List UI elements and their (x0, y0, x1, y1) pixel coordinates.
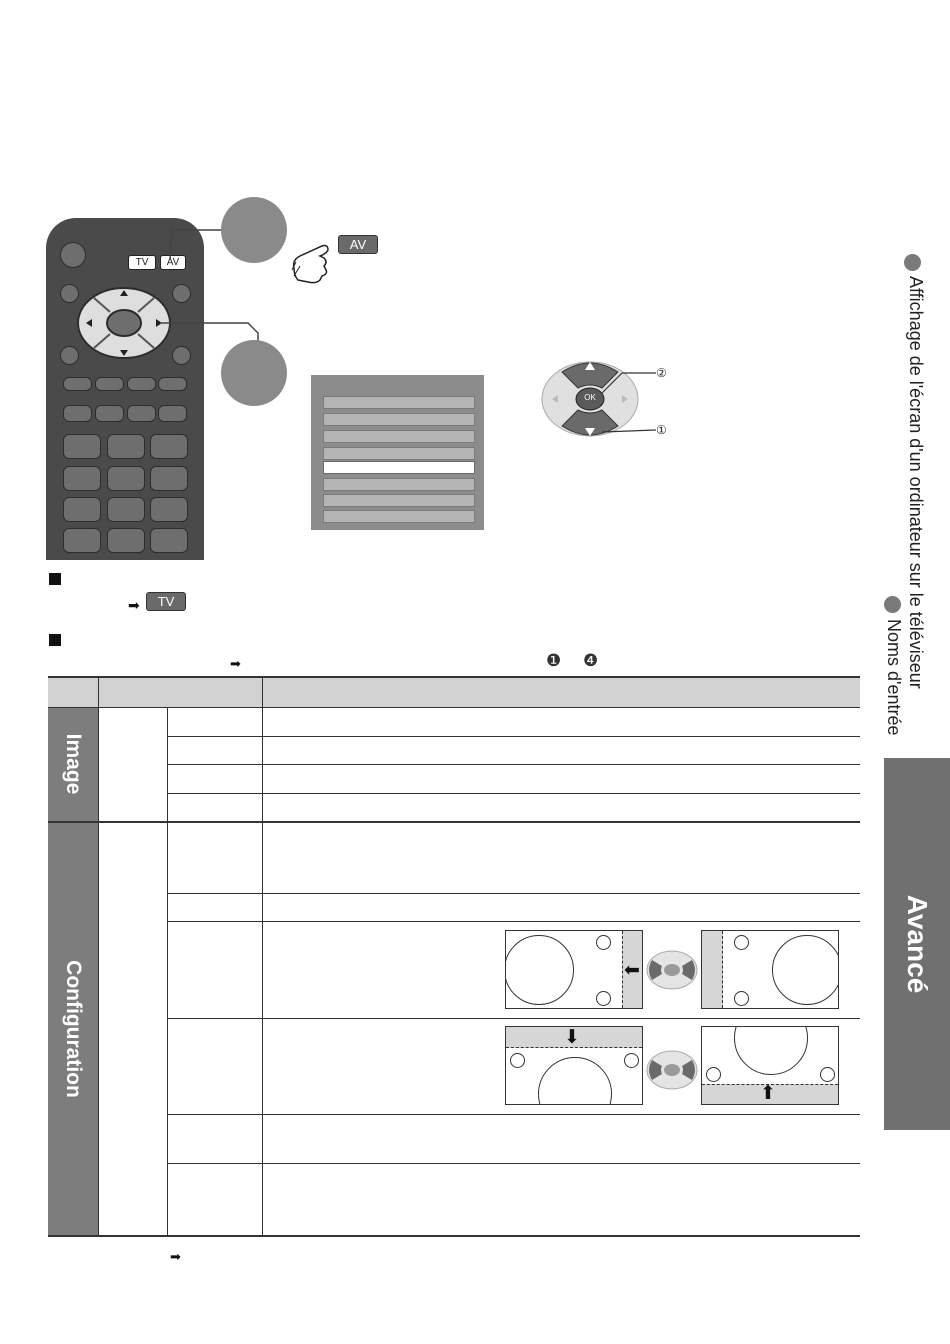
table-rule (98, 677, 99, 707)
number-button[interactable] (63, 434, 101, 459)
table-rule (167, 793, 860, 794)
table-rule (48, 676, 860, 678)
number-button[interactable] (63, 497, 101, 522)
section-config-band (48, 823, 98, 1235)
section-tab[interactable] (884, 758, 950, 1130)
menu-item[interactable] (323, 494, 475, 507)
table-rule (167, 1018, 860, 1019)
table-rule (167, 1163, 860, 1164)
table-rule (48, 1235, 860, 1237)
table-rule (167, 764, 860, 765)
section-image-label: Image (62, 733, 85, 795)
number-button[interactable] (150, 466, 188, 491)
menu-item[interactable] (323, 478, 475, 491)
arrow-right-icon: ➡ (128, 597, 140, 613)
square-bullet-icon (49, 573, 61, 585)
side-heading-1: Affichage de l'écran d'un ordinateur sur le téléviseur (906, 276, 926, 689)
number-button[interactable] (150, 434, 188, 459)
color-button-yellow[interactable] (127, 377, 156, 391)
step-ref-from: ❶ (546, 651, 562, 670)
power-button[interactable] (60, 242, 86, 268)
number-button[interactable] (150, 528, 188, 553)
bullet-icon (884, 596, 901, 613)
step-ref-to: ❹ (583, 651, 599, 670)
ok-pad-icon (646, 1050, 698, 1090)
function-button[interactable] (95, 405, 124, 422)
av-key: AV (338, 235, 378, 254)
arrow-left-icon: ⬅ (624, 960, 640, 981)
color-button-green[interactable] (95, 377, 124, 391)
table-rule (48, 707, 860, 708)
table-rule (98, 707, 99, 1235)
av-button[interactable]: AV (160, 255, 186, 270)
number-button[interactable] (150, 497, 188, 522)
number-button[interactable] (107, 434, 145, 459)
function-button[interactable] (63, 405, 92, 422)
number-button[interactable] (63, 466, 101, 491)
function-button[interactable] (158, 405, 187, 422)
tv-button[interactable]: TV (128, 255, 156, 270)
number-button[interactable] (63, 528, 101, 553)
table-rule (167, 707, 168, 1235)
arrow-right-icon: ➡ (230, 656, 241, 671)
arrow-right-icon: ➡ (170, 1249, 181, 1264)
screen-diagram-right (701, 930, 839, 1009)
side-heading-2: Noms d'entrée (884, 619, 904, 736)
table-rule (48, 821, 860, 823)
tv-key: TV (146, 592, 186, 611)
cursor-pad[interactable] (76, 286, 172, 360)
step-1-circle (221, 197, 287, 263)
table-header (48, 677, 860, 707)
menu-item-selected[interactable] (323, 461, 475, 474)
screen-diagram-left (505, 930, 643, 1009)
menu-item[interactable] (323, 413, 475, 426)
menu-screen (311, 375, 484, 530)
step-marker-1: ① (656, 423, 667, 437)
menu-item[interactable] (323, 510, 475, 523)
ok-pad-icon (646, 950, 698, 990)
bullet-icon (904, 254, 921, 271)
pointing-hand-icon (290, 240, 342, 286)
step-marker-2: ② (656, 366, 667, 380)
menu-item[interactable] (323, 447, 475, 460)
section-tab-label: Avancé (902, 894, 933, 994)
color-button-red[interactable] (63, 377, 92, 391)
number-button[interactable] (107, 528, 145, 553)
step-2-circle (221, 340, 287, 406)
number-button[interactable] (107, 497, 145, 522)
arrow-down-icon: ⬇ (564, 1027, 580, 1048)
table-rule (167, 893, 860, 894)
table-rule (167, 1114, 860, 1115)
ok-label: OK (584, 393, 596, 402)
table-rule (167, 736, 860, 737)
number-button[interactable] (107, 466, 145, 491)
menu-item[interactable] (323, 430, 475, 443)
table-rule (167, 921, 860, 922)
table-rule (262, 677, 263, 1235)
section-image-band (48, 707, 98, 821)
square-bullet-icon (49, 634, 61, 646)
section-config-label: Configuration (62, 960, 85, 1098)
menu-item[interactable] (323, 396, 475, 409)
function-button[interactable] (127, 405, 156, 422)
arrow-up-icon: ⬆ (760, 1083, 776, 1104)
